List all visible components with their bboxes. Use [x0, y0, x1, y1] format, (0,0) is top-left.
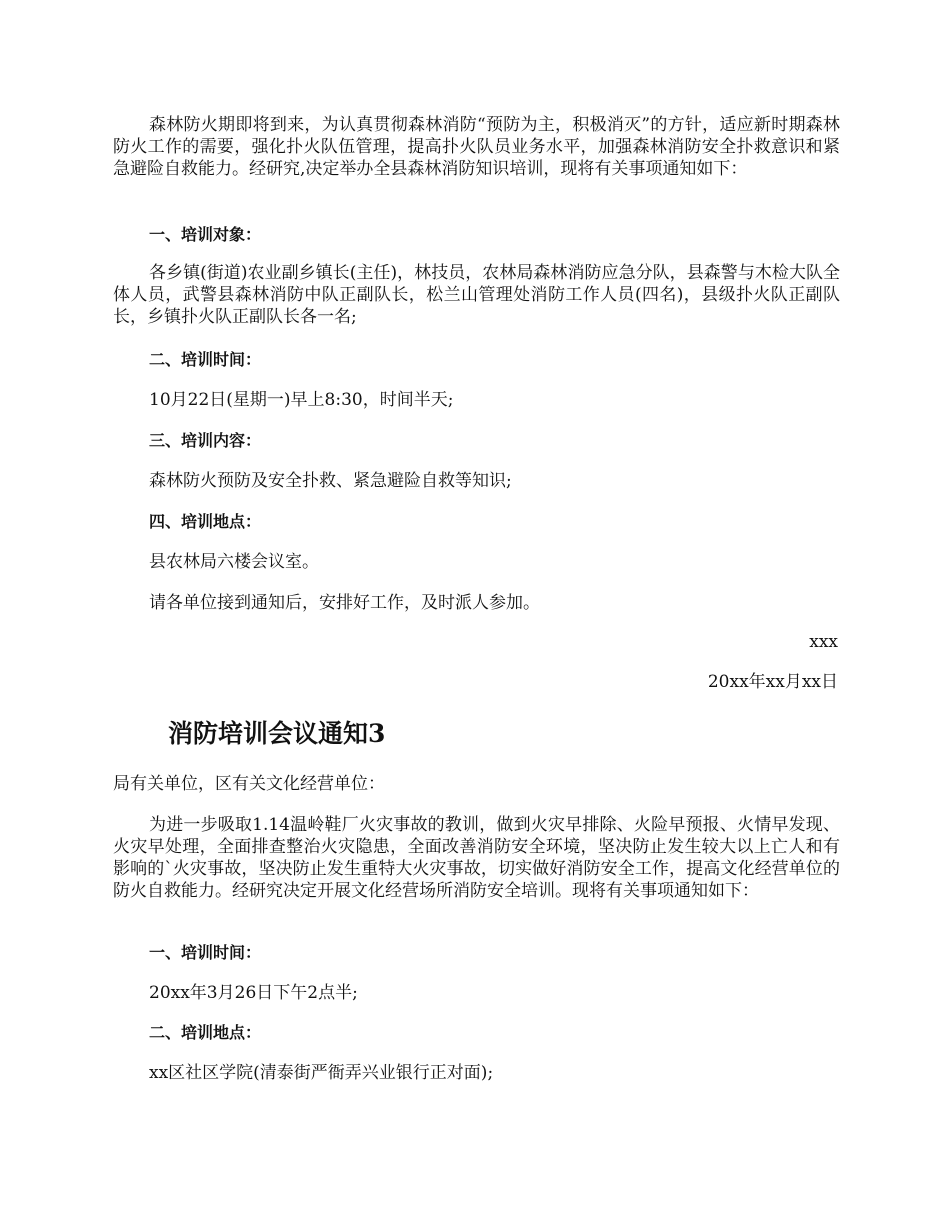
section2-intro: 为进一步吸取1.14温岭鞋厂火灾事故的教训，做到火灾早排除、火险早预报、火情早发现、火灾早处理，全面排查整治火灾隐患，全面改善消防安全环境，坚决防止发生较大以上亡人和有影响的`火灾事故，坚决防止发生重特大火灾事故，切实做好消防安全工作，提高文化经营单位的防火自救能力。经研究决定开展文化经营场所消防安全培训。现将有关事项通知如下： [113, 815, 840, 901]
section1-date: 20xx年xx月xx日 [707, 672, 838, 692]
section1-closing: 请各单位接到通知后，安排好工作，及时派人参加。 [149, 593, 540, 613]
section1-intro: 森林防火期即将到来，为认真贯彻森林消防“预防为主，积极消灭”的方针，适应新时期森林防火工作的需要，强化扑火队伍管理，提高扑火队员业务水平，加强森林消防安全扑救意识和紧急避险自救能力。经研究,决定举办全县森林消防知识培训，现将有关事项通知如下： [113, 115, 840, 179]
section1-content-text: 森林防火预防及安全扑救、紧急避险自救等知识; [149, 471, 512, 491]
section2-time-text: 20xx年3月26日下午2点半; [149, 983, 358, 1003]
section1-signature: xxx [809, 632, 838, 652]
section2-location-text: xx区社区学院(清泰街严衙弄兴业银行正对面); [149, 1063, 494, 1083]
section1-heading-time: 二、培训时间： [149, 350, 262, 369]
section1-location-text: 县农林局六楼会议室。 [149, 552, 319, 572]
section1-heading-content: 三、培训内容： [149, 431, 262, 450]
section2-salutation: 局有关单位，区有关文化经营单位： [113, 774, 385, 794]
section1-heading-location: 四、培训地点： [149, 512, 262, 531]
section2-heading-time: 一、培训时间： [149, 943, 262, 962]
section1-time-text: 10月22日(星期一)早上8:30，时间半天; [149, 390, 454, 410]
section2-title: 消防培训会议通知3 [168, 719, 386, 748]
section2-heading-location: 二、培训地点： [149, 1023, 262, 1042]
section1-target-text: 各乡镇(街道)农业副乡镇长(主任)，林技员，农林局森林消防应急分队，县森警与木检大队全体人员，武警县森林消防中队正副队长，松兰山管理处消防工作人员(四名)，县级扑火队正副队长，乡镇扑火队正副队长各一名; [113, 263, 840, 327]
section1-heading-target: 一、培训对象： [149, 225, 262, 244]
